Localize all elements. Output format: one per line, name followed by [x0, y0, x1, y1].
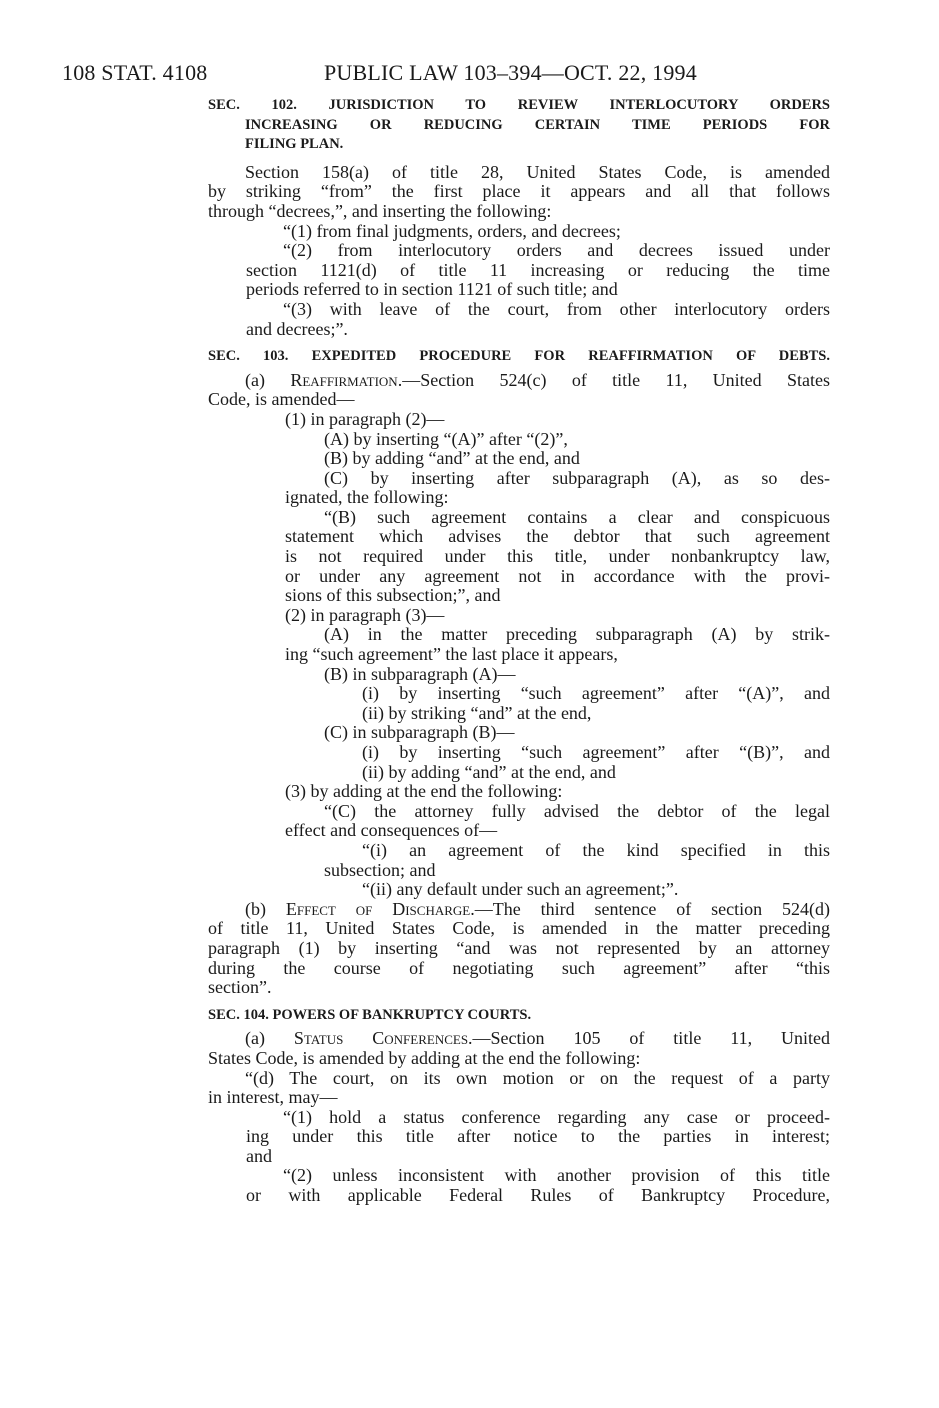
- section-102-heading-line-2: INCREASING OR REDUCING CERTAIN TIME PERIODS FOR: [245, 116, 830, 133]
- paragraph-line: (C) by inserting after subparagraph (A), as so des-: [324, 468, 830, 488]
- paragraph-line: “(2) unless inconsistent with another provision of this title: [283, 1166, 830, 1186]
- paragraph-line: States Code, is amended by adding at the end the following:: [208, 1047, 641, 1068]
- paragraph-line: periods referred to in section 1121 of such title; and: [246, 279, 618, 300]
- section-102-heading-line-1: SEC. 102. JURISDICTION TO REVIEW INTERLOCUTORY ORDERS: [208, 97, 830, 113]
- paragraph-line: (2) in paragraph (3)—: [285, 604, 445, 625]
- paragraph-line: (A) by inserting “(A)” after “(2)”,: [324, 428, 568, 449]
- section-103-heading: SEC. 103. EXPEDITED PROCEDURE FOR REAFFIRMATION OF DEBTS.: [208, 348, 830, 365]
- paragraph-line: or with applicable Federal Rules of Bankruptcy Procedure,: [246, 1186, 830, 1206]
- paragraph-line: of title 11, United States Code, is amended in the matter preceding: [208, 919, 830, 939]
- subsection-b-line: (b) Effect of Discharge.—The third sentence of section 524(d): [245, 899, 830, 919]
- paragraph-line: in interest, may—: [208, 1087, 338, 1108]
- paragraph-line: (ii) by adding “and” at the end, and: [362, 761, 616, 782]
- section-104-heading: SEC. 104. POWERS OF BANKRUPTCY COURTS.: [208, 1006, 532, 1023]
- paragraph-line: effect and consequences of—: [285, 820, 498, 841]
- subsection-a-line: (a) Reaffirmation.—Section 524(c) of title 11, United States: [245, 370, 830, 390]
- paragraph-line: sions of this subsection;”, and: [285, 585, 501, 606]
- paragraph-line: “(3) with leave of the court, from other interlocutory orders: [283, 299, 830, 319]
- paragraph-line: “(C) the attorney fully advised the debtor of the legal: [324, 801, 830, 821]
- paragraph-line: is not required under this title, under nonbankruptcy law,: [285, 547, 830, 567]
- paragraph-line: “(ii) any default under such an agreement;”.: [362, 879, 679, 900]
- paragraph-line: subsection; and: [324, 859, 436, 880]
- paragraph-line: or under any agreement not in accordance with the provi-: [285, 566, 830, 586]
- paragraph-line: Section 158(a) of title 28, United States Code, is amended: [245, 162, 830, 182]
- paragraph-line: (ii) by striking “and” at the end,: [362, 702, 592, 723]
- paragraph-line: “(2) from interlocutory orders and decrees issued under: [283, 241, 830, 261]
- paragraph-line: during the course of negotiating such agreement” after “this: [208, 958, 830, 978]
- paragraph-line: section 1121(d) of title 11 increasing or reducing the time: [246, 260, 830, 280]
- paragraph-line: (1) in paragraph (2)—: [285, 408, 445, 429]
- paragraph-line: (i) by inserting “such agreement” after “(B)”, and: [362, 743, 830, 762]
- paragraph-line: and: [246, 1145, 272, 1166]
- paragraph-line: through “decrees,”, and inserting the following:: [208, 200, 552, 221]
- subsection-a-line: (a) Status Conferences.—Section 105 of title 11, United: [245, 1029, 830, 1049]
- section-102-heading-line-3: FILING PLAN.: [245, 136, 344, 153]
- paragraph-line: “(d) The court, on its own motion or on the request of a party: [245, 1068, 830, 1088]
- paragraph-line: “(B) such agreement contains a clear and conspicuous: [324, 507, 830, 527]
- paragraph-line: Code, is amended—: [208, 389, 355, 410]
- paragraph-line: ing “such agreement” the last place it appears,: [285, 644, 618, 665]
- statute-page-number: 108 STAT. 4108: [62, 60, 208, 85]
- paragraph-line: (i) by inserting “such agreement” after “(A)”, and: [362, 684, 830, 704]
- paragraph-line: (C) in subparagraph (B)—: [324, 722, 515, 743]
- paragraph-line: and decrees;”.: [246, 318, 348, 339]
- paragraph-line: “(i) an agreement of the kind specified in this: [362, 840, 830, 860]
- paragraph-line: by striking “from” the first place it appears and all that follows: [208, 182, 830, 202]
- paragraph-line: (3) by adding at the end the following:: [285, 781, 563, 802]
- paragraph-line: ing under this title after notice to the parties in interest;: [246, 1127, 830, 1147]
- paragraph-line: (B) in subparagraph (A)—: [324, 663, 516, 684]
- paragraph-line: “(1) from final judgments, orders, and decrees;: [283, 220, 621, 241]
- paragraph-line: ignated, the following:: [285, 487, 449, 508]
- paragraph-line: “(1) hold a status conference regarding any case or proceed-: [283, 1107, 830, 1127]
- paragraph-line: section”.: [208, 977, 272, 998]
- paragraph-line: statement which advises the debtor that such agreement: [285, 527, 830, 547]
- paragraph-line: paragraph (1) by inserting “and was not represented by an attorney: [208, 938, 830, 958]
- running-header-title: PUBLIC LAW 103–394—OCT. 22, 1994: [324, 60, 697, 85]
- paragraph-line: (B) by adding “and” at the end, and: [324, 448, 580, 469]
- document-body: [208, 96, 830, 1206]
- paragraph-line: (A) in the matter preceding subparagraph (A) by strik-: [324, 625, 830, 645]
